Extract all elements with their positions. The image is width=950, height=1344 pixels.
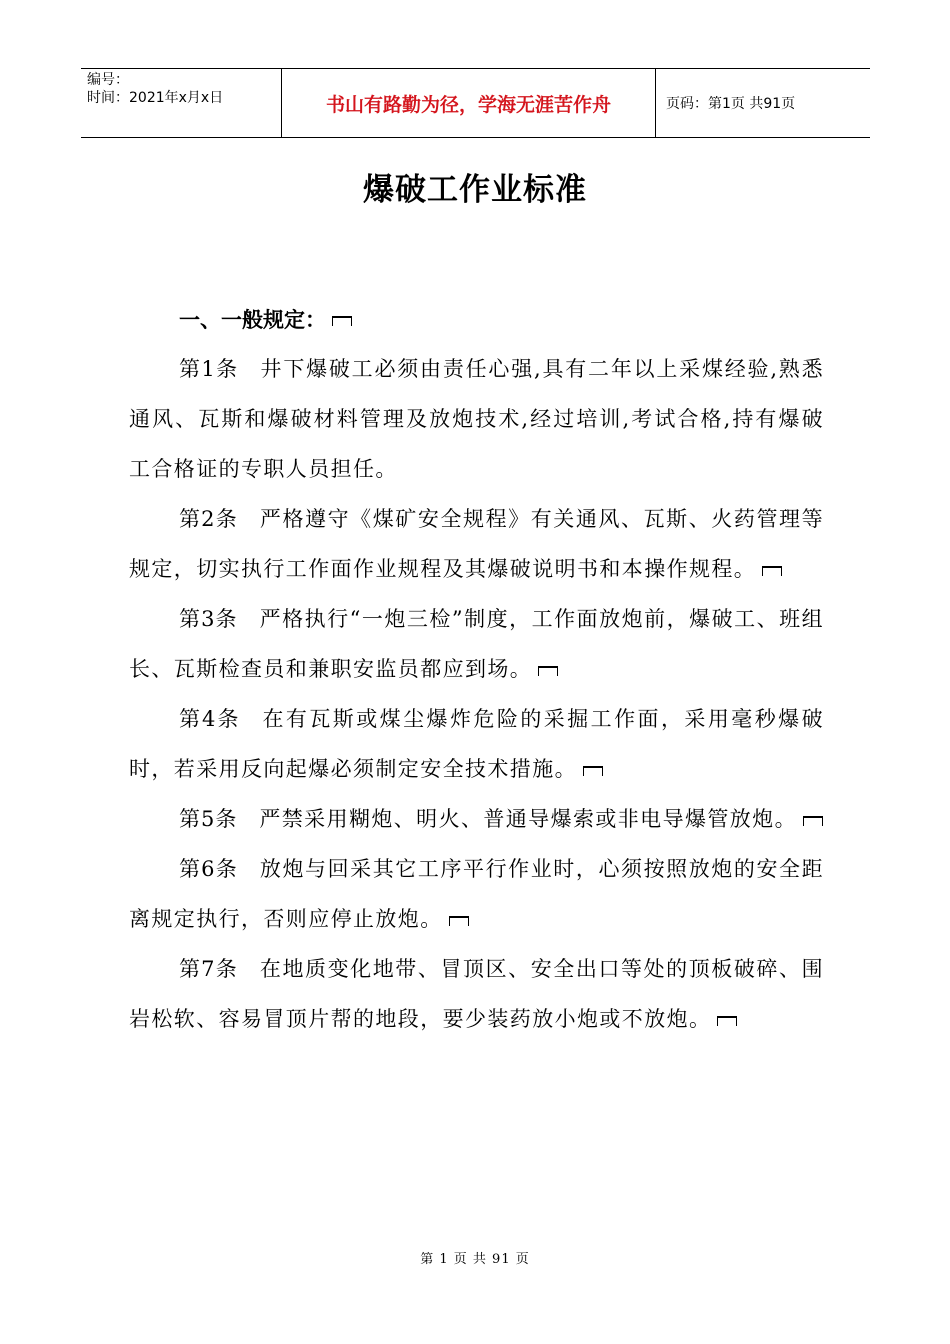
- article-number: 第2条: [179, 507, 238, 531]
- article-text: 井下爆破工必须由责任心强,具有二年以上采煤经验,熟悉通风、瓦斯和爆破材料管理及放炮技术,经过培训,考试合格,持有爆破工合格证的专职人员担任。: [129, 357, 824, 481]
- paragraph-mark-icon: [717, 1016, 737, 1026]
- doc-number-label: 编号：: [87, 72, 129, 88]
- article-paragraph: [129, 944, 824, 1044]
- article-text: 严禁采用糊炮、明火、普通导爆索或非电导爆管放炮。: [259, 807, 797, 831]
- paragraph-mark-icon: [449, 916, 469, 926]
- article-paragraph: [129, 694, 824, 794]
- header-meta: [81, 69, 281, 137]
- paragraph-mark-icon: [583, 766, 603, 776]
- article-paragraph: [129, 594, 824, 694]
- header-motto: 书山有路勤为径，学海无涯苦作舟: [281, 69, 656, 137]
- article-number: 第4条: [179, 707, 241, 731]
- article-number: 第1条: [179, 357, 239, 381]
- article-paragraph: [129, 794, 824, 844]
- date-line: 时间：2021年x月x日: [87, 90, 224, 106]
- article-number: 第7条: [179, 957, 238, 981]
- header-page-info: 页码：第1页 共91页: [666, 96, 796, 112]
- article-number: 第6条: [179, 857, 238, 881]
- article-text: 放炮与回采其它工序平行作业时，心须按照放炮的安全距离规定执行，否则应停止放炮。: [129, 857, 824, 931]
- paragraph-mark-icon: [538, 666, 558, 676]
- section-heading: [179, 296, 824, 344]
- paragraph-mark-icon: [332, 316, 352, 326]
- paragraph-mark-icon: [803, 816, 823, 826]
- article-paragraph: [129, 344, 824, 494]
- document-title: 爆破工作业标准: [363, 172, 587, 208]
- document-body: [129, 296, 824, 1044]
- article-list: [129, 344, 824, 1044]
- article-text: 严格执行“一炮三检”制度，工作面放炮前，爆破工、班组长、瓦斯检查员和兼职安监员都应到场。: [129, 607, 824, 681]
- article-text: 在有瓦斯或煤尘爆炸危险的采掘工作面，采用毫秒爆破时，若采用反向起爆必须制定安全技术措施。: [129, 707, 824, 781]
- article-paragraph: [129, 494, 824, 594]
- article-number: 第5条: [179, 807, 238, 831]
- header-table: [81, 68, 870, 138]
- page-footer: 第 1 页 共 91 页: [420, 1252, 530, 1267]
- article-text: 严格遵守《煤矿安全规程》有关通风、瓦斯、火药管理等规定，切实执行工作面作业规程及其爆破说明书和本操作规程。: [129, 507, 824, 581]
- article-number: 第3条: [179, 607, 238, 631]
- article-paragraph: [129, 844, 824, 944]
- section-heading-text: 一、一般规定：: [179, 308, 326, 332]
- article-text: 在地质变化地带、冒顶区、安全出口等处的顶板破碎、围岩松软、容易冒顶片帮的地段，要少装药放小炮或不放炮。: [129, 957, 824, 1031]
- paragraph-mark-icon: [762, 566, 782, 576]
